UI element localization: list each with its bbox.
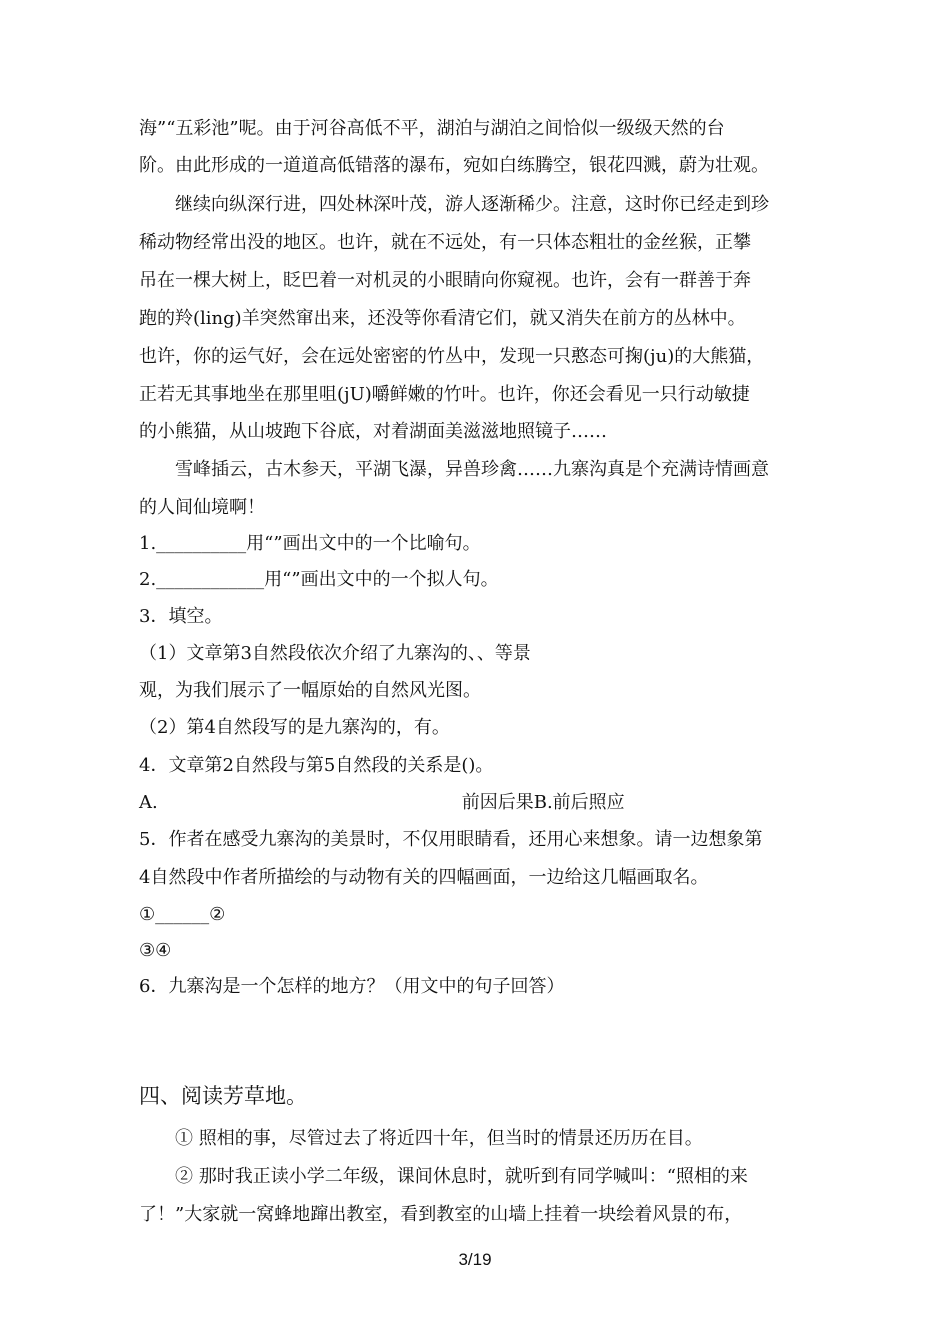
- section-4-heading: 四、阅读芳草地。: [139, 1084, 307, 1108]
- question-1: 1.__________用“”画出文中的一个比喻句。: [139, 533, 481, 554]
- passage-line-3: 继续向纵深行进，四处林深叶茂，游人逐渐稀少。注意，这时你已经走到珍: [139, 194, 769, 215]
- page-number: 3/19: [458, 1250, 492, 1269]
- passage-line-7: 也许，你的运气好，会在远处密密的竹丛中，发现一只憨态可掬(ju)的大熊猫，: [139, 346, 765, 367]
- passage-line-6: 跑的羚(ling)羊突然窜出来，还没等你看清它们，就又消失在前方的丛林中。: [139, 308, 746, 329]
- passage-line-2: 阶。由此形成的一道道高低错落的瀑布，宛如白练腾空，银花四溅，蔚为壮观。: [139, 155, 769, 176]
- passage-line-8: 正若无其事地坐在那里咀(jU)嚼鲜嫩的竹叶。也许，你还会看见一只行动敏捷: [139, 384, 750, 405]
- question-5-row-2: ③④: [139, 940, 172, 961]
- question-4-options: [139, 792, 819, 814]
- passage-line-1: 海”“五彩池”呢。由于河谷高低不平，湖泊与湖泊之间恰似一级级天然的台: [139, 118, 725, 139]
- section-4-line-1: ① 照相的事，尽管过去了将近四十年，但当时的情景还历历在目。: [139, 1128, 703, 1149]
- question-3-part-1-line-2: 观，为我们展示了一幅原始的自然风光图。: [139, 680, 481, 701]
- question-4: 4．文章第2自然段与第5自然段的关系是()。: [139, 755, 494, 776]
- question-6: 6．九寨沟是一个怎样的地方？（用文中的句子回答）: [139, 976, 565, 997]
- passage-line-10: 雪峰插云，古木参天，平湖飞瀑，异兽珍禽……九寨沟真是个充满诗情画意: [139, 459, 769, 480]
- question-5-row-1: ①______②: [139, 904, 226, 925]
- passage-line-11: 的人间仙境啊！: [139, 497, 265, 518]
- question-4-option-a: A.: [139, 792, 158, 813]
- question-3-part-2: （2）第4自然段写的是九寨沟的，有。: [139, 717, 450, 738]
- question-4-option-rest: 前因后果B.前后照应: [461, 792, 625, 813]
- passage-line-4: 稀动物经常出没的地区。也许，就在不远处，有一只体态粗壮的金丝猴，正攀: [139, 232, 751, 253]
- question-3-part-1-line-1: （1）文章第3自然段依次介绍了九寨沟的、、等景: [139, 643, 531, 664]
- question-5-line-1: 5．作者在感受九寨沟的美景时，不仅用眼睛看，还用心来想象。请一边想象第: [139, 829, 763, 850]
- question-3: 3．填空。: [139, 606, 223, 627]
- passage-line-5: 吊在一棵大树上，眨巴着一对机灵的小眼睛向你窥视。也许，会有一群善于奔: [139, 270, 751, 291]
- question-5-line-2: 4自然段中作者所描绘的与动物有关的四幅画面，一边给这几幅画取名。: [139, 867, 709, 888]
- section-4-line-2: ② 那时我正读小学二年级，课间休息时，就听到有同学喊叫：“照相的来: [139, 1166, 748, 1187]
- section-4-line-3: 了！”大家就一窝蜂地蹿出教室，看到教室的山墙上挂着一块绘着风景的布，: [139, 1204, 743, 1225]
- question-2: 2.____________用“”画出文中的一个拟人句。: [139, 569, 499, 590]
- passage-line-9: 的小熊猫，从山坡跑下谷底，对着湖面美滋滋地照镜子……: [139, 421, 607, 442]
